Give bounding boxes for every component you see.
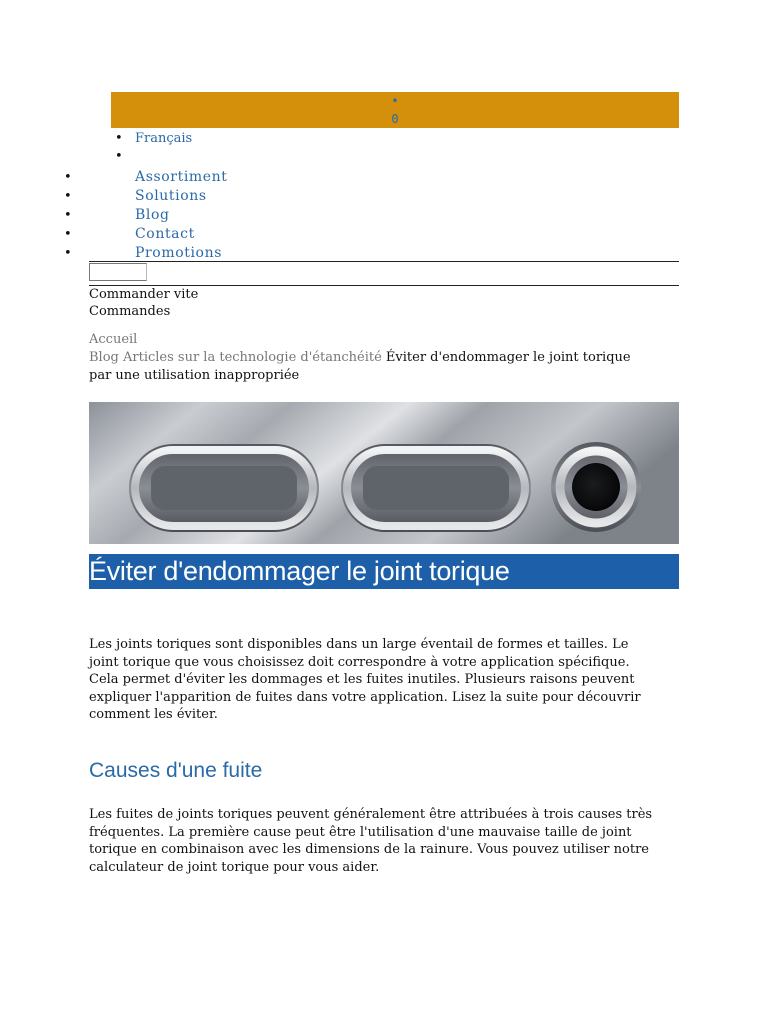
language-item: • Français [115,131,193,146]
language-list [111,130,192,166]
nav-item-solutions: • Solutions [64,188,207,204]
nav-item-contact: • Contact [64,226,195,242]
orders-link[interactable]: Commandes [89,304,171,319]
section-heading: Causes d'une fuite [89,759,263,782]
search-input[interactable] [89,263,147,281]
nav-link-contact[interactable]: Contact [135,226,195,242]
breadcrumb-home[interactable]: Accueil [89,332,138,347]
nav-item-assortiment: • Assortiment [64,169,228,185]
o-ring-grooves-image [89,402,679,544]
article-intro: Les joints toriques sont disponibles dans un large éventail de formes et tailles. Le joint torique que vous choisissez doit correspondre à votre application spécifique. Cela permet d'éviter les dommages et les fuites inutiles. Plusieurs raisons peuvent expliquer l'apparition de fuites dans votre application. Lisez la suite pour découvrir comment les éviter. [89,637,641,722]
top-bar [111,92,679,128]
nav-item-promotions: • Promotions [64,245,222,261]
section-text: Les fuites de joints toriques peuvent généralement être attribuées à trois causes très fréquentes. La première cause peut être l'utilisation d'une mauvaise taille de joint torique en combinaison avec les dimensions de la rainure. Vous pouvez utiliser notre calculateur de joint torique pour vous aider. [89,807,653,875]
language-link-francais[interactable]: Français [135,131,193,146]
breadcrumb-current: Éviter d'endommager le joint torique par une utilisation inappropriée [89,350,631,383]
breadcrumb-blog[interactable]: Blog [89,350,119,365]
language-item: • [115,149,123,164]
main-nav [64,168,228,263]
nav-link-blog[interactable]: Blog [135,207,170,223]
nav-link-solutions[interactable]: Solutions [135,188,207,204]
article-title: Éviter d'endommager le joint torique [89,554,679,589]
search-bar [89,261,679,286]
breadcrumb-category[interactable]: Articles sur la technologie d'étanchéité [123,350,382,365]
nav-item-blog: • Blog [64,207,170,223]
breadcrumb [89,331,649,385]
nav-link-assortiment[interactable]: Assortiment [135,169,228,185]
hero-image [89,402,679,544]
order-fast-link[interactable]: Commander vite [89,287,199,302]
nav-link-promotions[interactable]: Promotions [135,245,222,261]
quick-links [89,286,198,320]
cart-count[interactable]: 0 [391,112,399,126]
cart-bullet: • [391,94,399,108]
